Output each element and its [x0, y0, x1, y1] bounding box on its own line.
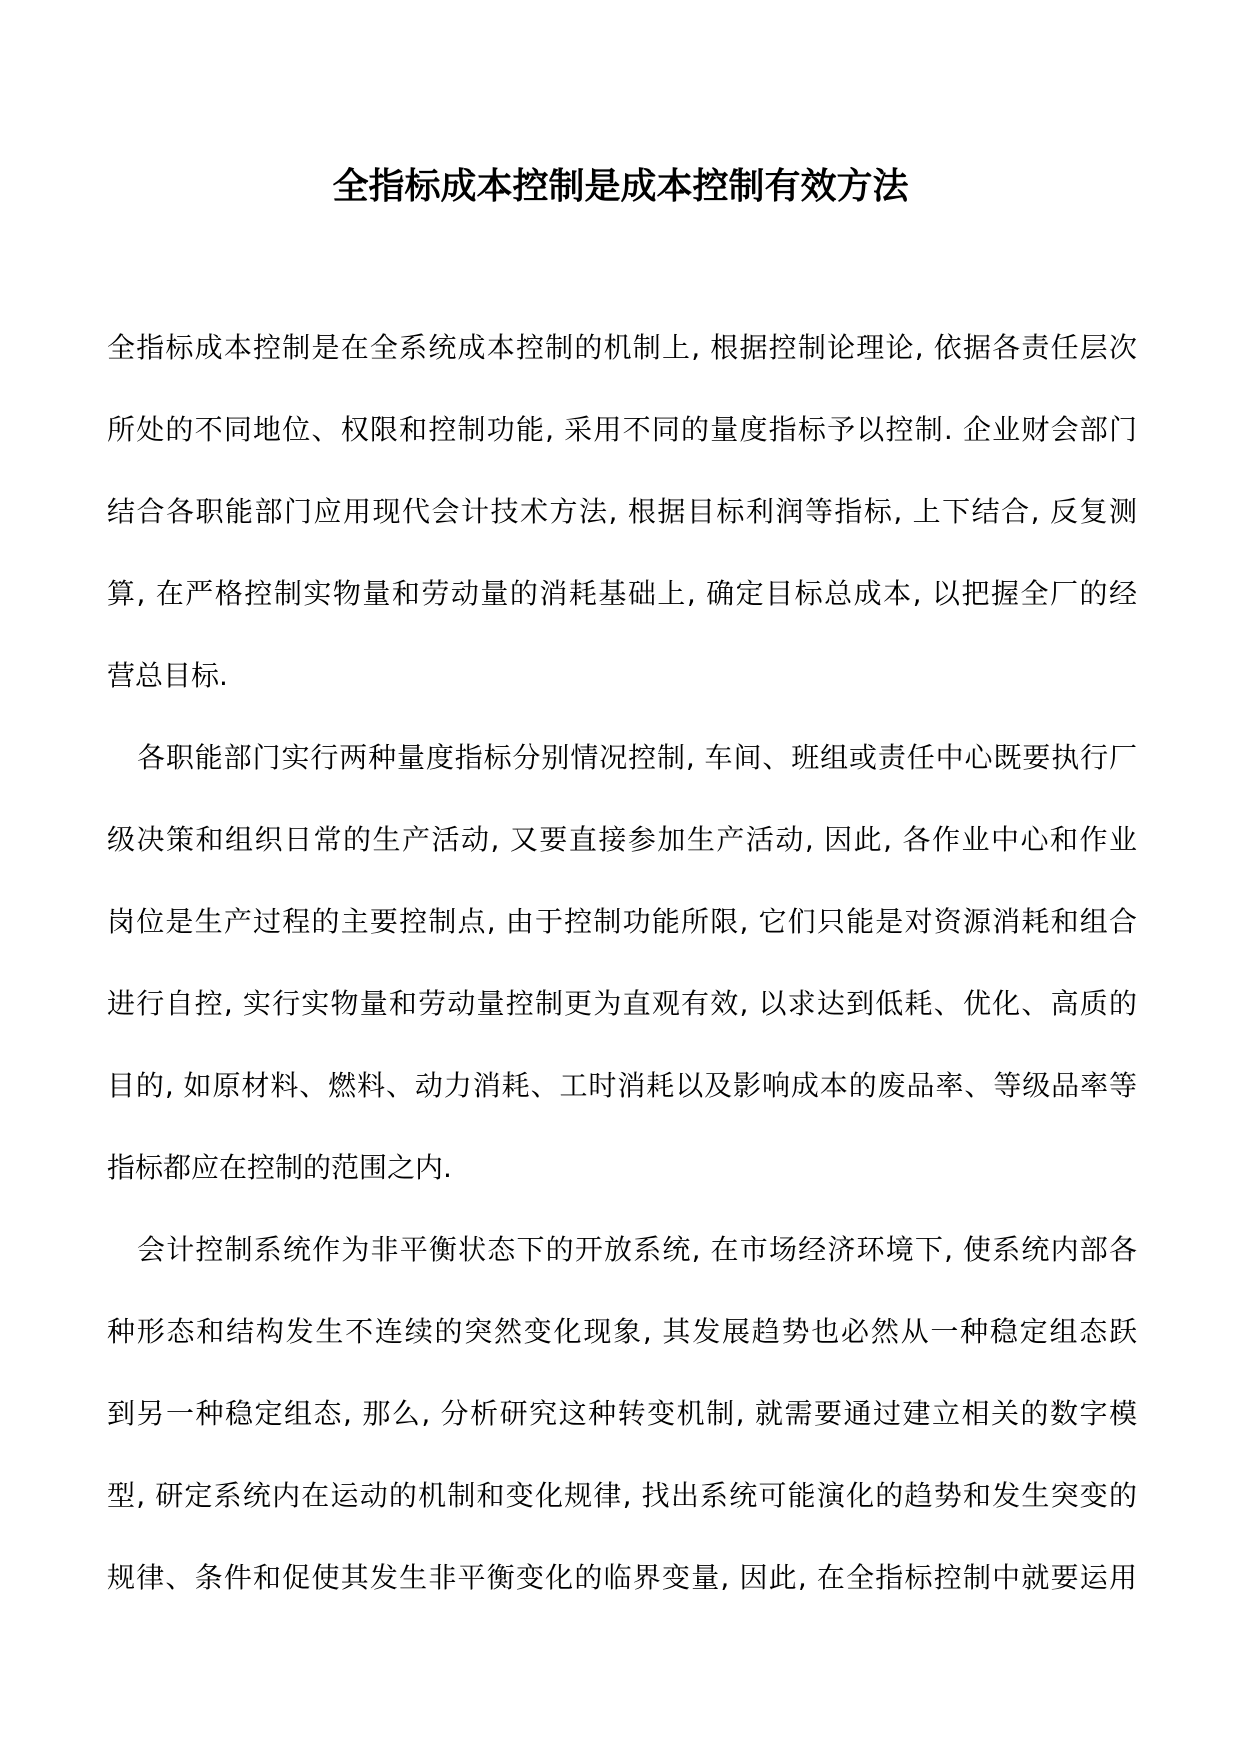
paragraph-3-line-3: 到另一种稳定组态, 那么, 分析研究这种转变机制, 就需要通过建立相关的数字模 — [107, 1397, 1137, 1430]
paragraph-2-line-1: 各职能部门实行两种量度指标分别情况控制, 车间、班组或责任中心既要执行厂 — [137, 741, 1137, 774]
paragraph-2-line-6: 指标都应在控制的范围之内. — [107, 1151, 452, 1184]
paragraph-1-line-1: 全指标成本控制是在全系统成本控制的机制上, 根据控制论理论, 依据各责任层次 — [107, 331, 1137, 364]
paragraph-1-line-4: 算, 在严格控制实物量和劳动量的消耗基础上, 确定目标总成本, 以把握全厂的经 — [107, 577, 1137, 610]
paragraph-1-line-5: 营总目标. — [107, 659, 228, 692]
paragraph-3-line-4: 型, 研定系统内在运动的机制和变化规律, 找出系统可能演化的趋势和发生突变的 — [107, 1479, 1137, 1512]
paragraph-3-line-5: 规律、条件和促使其发生非平衡变化的临界变量, 因此, 在全指标控制中就要运用 — [107, 1561, 1137, 1594]
paragraph-2-line-3: 岗位是生产过程的主要控制点, 由于控制功能所限, 它们只能是对资源消耗和组合 — [107, 905, 1137, 938]
document-body — [107, 331, 1137, 1643]
document-title: 全指标成本控制是成本控制有效方法 — [332, 165, 909, 207]
paragraph-3-line-1: 会计控制系统作为非平衡状态下的开放系统, 在市场经济环境下, 使系统内部各 — [137, 1233, 1137, 1266]
paragraph-2-line-4: 进行自控, 实行实物量和劳动量控制更为直观有效, 以求达到低耗、优化、高质的 — [107, 987, 1137, 1020]
paragraph-2-line-2: 级决策和组织日常的生产活动, 又要直接参加生产活动, 因此, 各作业中心和作业 — [107, 823, 1137, 856]
paragraph-3-line-2: 种形态和结构发生不连续的突然变化现象, 其发展趋势也必然从一种稳定组态跃 — [107, 1315, 1137, 1348]
paragraph-2-line-5: 目的, 如原材料、燃料、动力消耗、工时消耗以及影响成本的废品率、等级品率等 — [107, 1069, 1137, 1102]
paragraph-1-line-3: 结合各职能部门应用现代会计技术方法, 根据目标利润等指标, 上下结合, 反复测 — [107, 495, 1137, 528]
paragraph-1-line-2: 所处的不同地位、权限和控制功能, 采用不同的量度指标予以控制. 企业财会部门 — [107, 413, 1137, 446]
